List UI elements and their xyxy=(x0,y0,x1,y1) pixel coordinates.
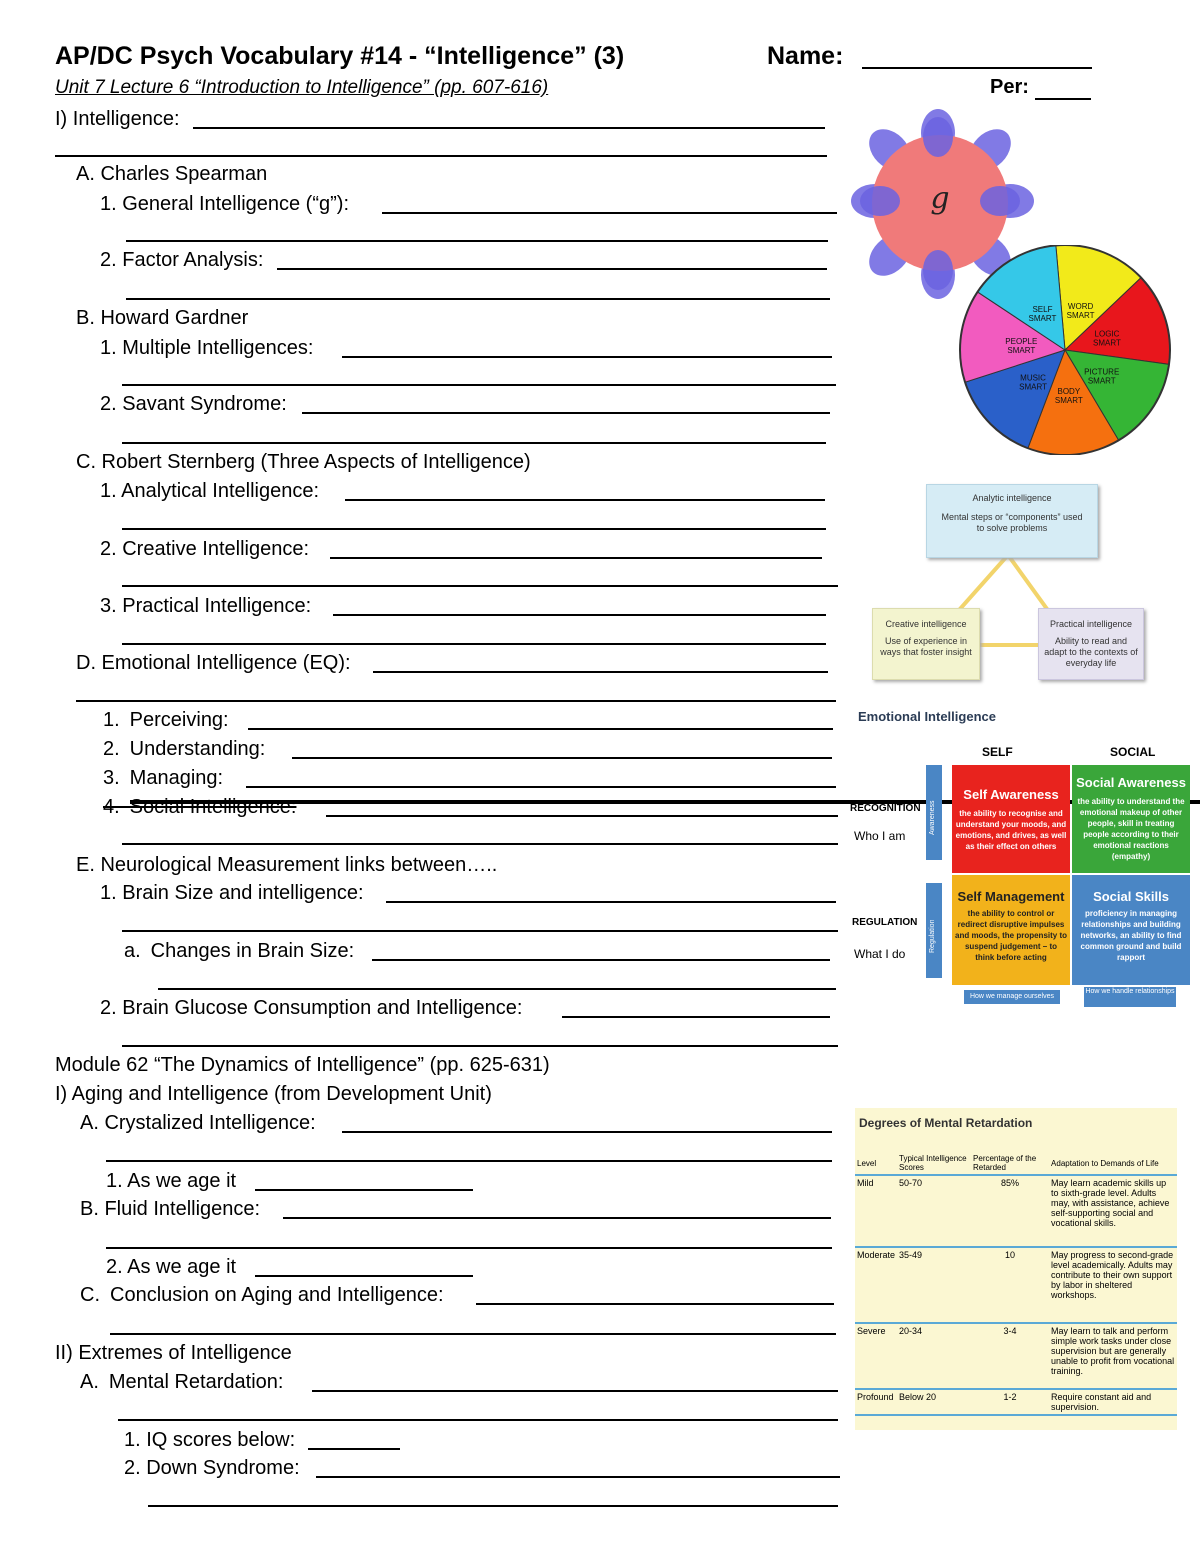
social-skills-cell xyxy=(1072,875,1190,985)
mr-adaptation: Require constant aid and supervision. xyxy=(1051,1392,1152,1412)
unit-subtitle: Unit 7 Lecture 6 “Introduction to Intelligence” (pp. 607-616) xyxy=(55,77,549,98)
period-blank[interactable] xyxy=(1035,98,1091,100)
wheel-slice-label: PICTURE SMART xyxy=(1084,367,1120,386)
creative-label: 2. Creative Intelligence: xyxy=(100,538,310,560)
self-awareness-cell xyxy=(952,765,1070,873)
practical-box xyxy=(1038,608,1144,680)
mr-score: 20-34 xyxy=(899,1326,923,1336)
wheel-slice-label: PEOPLE SMART xyxy=(1005,336,1038,355)
creative-title: Creative intelligence xyxy=(885,619,967,629)
table-row xyxy=(855,1175,1177,1247)
wheel-slice-label: BODY SMART xyxy=(1054,386,1083,405)
self-awareness-desc: the ability to recognise and understand your moods, and emotions, and drives, as well as their effect on others xyxy=(955,809,1067,851)
intelligence-blank[interactable] xyxy=(193,127,825,129)
analytic-title: Analytic intelligence xyxy=(972,493,1052,503)
creative-blank[interactable] xyxy=(330,557,822,559)
perceiving-label: 1. Perceiving: xyxy=(103,709,229,731)
mr-header-scores: Typical Intelligence Scores xyxy=(899,1154,967,1172)
multiple-intelligences-blank-2[interactable] xyxy=(122,384,836,386)
understanding-blank[interactable] xyxy=(292,757,832,759)
wheel-slice-label: LOGIC SMART xyxy=(1093,329,1121,348)
self-awareness-title: Self Awareness xyxy=(963,787,1059,802)
ei-side-awareness xyxy=(926,765,942,860)
mr-level: Severe xyxy=(857,1326,886,1336)
mr-percent: 3-4 xyxy=(1003,1326,1017,1336)
mental-retardation-table xyxy=(855,1108,1177,1430)
practical-blank-2[interactable] xyxy=(122,643,826,645)
fluid-label: B. Fluid Intelligence: xyxy=(80,1198,261,1220)
self-management-title: Self Management xyxy=(957,889,1065,904)
worksheet-title: AP/DC Psych Vocabulary #14 - “Intelligence” (3) xyxy=(55,42,625,70)
managing-blank[interactable] xyxy=(246,786,836,788)
analytical-blank[interactable] xyxy=(345,499,825,501)
g-symbol: g xyxy=(930,181,950,216)
eq-blank-2[interactable] xyxy=(76,700,836,702)
creative-desc: Use of experience in ways that foster insight xyxy=(880,636,972,657)
ei-title: Emotional Intelligence xyxy=(858,709,996,724)
managing-label: 3. Managing: xyxy=(103,767,224,789)
mr-score: 50-70 xyxy=(899,1178,923,1188)
mr-percent: 85% xyxy=(1001,1178,1020,1188)
conclusion-blank[interactable] xyxy=(476,1303,834,1305)
mental-retardation-label: A. Mental Retardation: xyxy=(80,1371,284,1393)
table-row xyxy=(855,1247,1177,1323)
self-management-cell xyxy=(952,875,1070,985)
creative-box xyxy=(872,608,980,680)
fluid-blank-2[interactable] xyxy=(106,1247,832,1249)
table-row xyxy=(855,1389,1177,1415)
social-awareness-cell xyxy=(1072,765,1190,873)
practical-title: Practical intelligence xyxy=(1049,619,1133,629)
name-blank[interactable] xyxy=(862,67,1092,69)
savant-syndrome-label: 2. Savant Syndrome: xyxy=(100,393,287,415)
brain-size-blank-2[interactable] xyxy=(122,930,838,932)
practical-blank[interactable] xyxy=(333,614,826,616)
table-row xyxy=(855,1323,1177,1389)
brain-size-blank[interactable] xyxy=(386,901,836,903)
social-awareness-title: Social Awareness xyxy=(1076,775,1186,790)
savant-syndrome-blank-2[interactable] xyxy=(122,442,826,444)
wheel-slice-label: SELF SMART xyxy=(1028,305,1057,324)
multiple-intelligences-wheel xyxy=(955,245,1175,455)
mr-adaptation: May learn to talk and perform simple work tasks under close supervision but are generally unable to profit from vocational training. xyxy=(1051,1326,1175,1376)
changes-brain-size-label: a. Changes in Brain Size: xyxy=(124,940,355,962)
down-syndrome-blank-2[interactable] xyxy=(148,1505,838,1507)
gardner-heading: B. Howard Gardner xyxy=(76,307,249,329)
factor-analysis-blank-2[interactable] xyxy=(126,298,830,300)
glucose-label: 2. Brain Glucose Consumption and Intelligence: xyxy=(100,997,523,1019)
ei-side-regulation-label: Regulation xyxy=(929,919,936,953)
mr-score: Below 20 xyxy=(899,1392,937,1402)
neuro-heading: E. Neurological Measurement links between….. xyxy=(76,854,498,876)
social-intelligence-blank[interactable] xyxy=(326,815,838,817)
ei-side-regulation xyxy=(926,883,942,978)
conclusion-label: C. Conclusion on Aging and Intelligence: xyxy=(80,1284,444,1306)
ei-regulation: REGULATION xyxy=(852,917,918,928)
factor-analysis-blank[interactable] xyxy=(277,268,827,270)
mr-header-level: Level xyxy=(857,1158,877,1168)
eq-blank[interactable] xyxy=(373,671,828,673)
spearman-heading: A. Charles Spearman xyxy=(76,163,268,185)
iq-scores-blank[interactable] xyxy=(308,1448,400,1450)
mr-table-title: Degrees of Mental Retardation xyxy=(859,1116,1033,1130)
period-label: Per: xyxy=(990,76,1029,98)
crystalized-blank[interactable] xyxy=(342,1131,832,1133)
down-syndrome-label: 2. Down Syndrome: xyxy=(124,1457,300,1479)
ei-what: What I do xyxy=(854,947,906,961)
mr-header-adaptation: Adaptation to Demands of Life xyxy=(1051,1158,1159,1168)
mr-header-percentage: Percentage of the Retarded xyxy=(973,1154,1037,1172)
wheel-slice-label: MUSIC SMART xyxy=(1019,373,1047,392)
name-label: Name: xyxy=(767,42,844,70)
age-it-blank-1[interactable] xyxy=(255,1189,473,1191)
changes-brain-size-blank-2[interactable] xyxy=(158,988,836,990)
general-intelligence-blank[interactable] xyxy=(382,212,837,214)
mental-retardation-blank-2[interactable] xyxy=(118,1419,838,1421)
ei-foot-self xyxy=(964,990,1060,1004)
wheel-slice-label: WORD SMART xyxy=(1066,301,1095,320)
analytic-box xyxy=(926,484,1098,558)
mr-percent: 10 xyxy=(1005,1250,1016,1260)
savant-syndrome-blank[interactable] xyxy=(302,412,830,414)
glucose-blank[interactable] xyxy=(562,1016,830,1018)
analytical-label: 1. Analytical Intelligence: xyxy=(100,480,320,502)
general-intelligence-blank-2[interactable] xyxy=(126,240,828,242)
ei-who: Who I am xyxy=(854,829,906,843)
mr-level: Moderate xyxy=(857,1250,896,1260)
changes-brain-size-blank[interactable] xyxy=(372,959,830,961)
ei-foot-self-label: How we manage ourselves xyxy=(969,993,1055,1000)
ei-recognition: RECOGNITION xyxy=(850,803,921,814)
ei-foot-social-label: How we handle relationships xyxy=(1085,988,1175,995)
emotional-intelligence-figure xyxy=(848,705,1198,1010)
mr-level: Profound xyxy=(857,1392,894,1402)
eq-heading: D. Emotional Intelligence (EQ): xyxy=(76,652,351,674)
social-awareness-desc: the ability to understand the emotional makeup of other people, skill in treating people according to their emotional reactions (empathy) xyxy=(1077,797,1185,861)
extremes-heading: II) Extremes of Intelligence xyxy=(55,1342,292,1364)
social-skills-desc: proficiency in managing relationships and building networks, an ability to find common ground and build rapport xyxy=(1080,909,1182,962)
mr-adaptation: May learn academic skills up to sixth-grade level. Adults may, with assistance, achieve self-supporting social and vocational skills. xyxy=(1051,1178,1170,1228)
intelligence-blank-2[interactable] xyxy=(55,155,827,157)
crystalized-label: A. Crystalized Intelligence: xyxy=(80,1112,316,1134)
multiple-intelligences-label: 1. Multiple Intelligences: xyxy=(100,337,314,359)
sternberg-heading: C. Robert Sternberg (Three Aspects of Intelligence) xyxy=(76,451,531,473)
down-syndrome-blank[interactable] xyxy=(316,1476,840,1478)
glucose-blank-2[interactable] xyxy=(122,1045,838,1047)
mr-level: Mild xyxy=(857,1178,874,1188)
social-intelligence-blank-2[interactable] xyxy=(122,843,838,845)
crystalized-blank-2[interactable] xyxy=(106,1160,832,1162)
age-it-label-2: 2. As we age it xyxy=(106,1256,237,1278)
ei-side-awareness-label: Awareness xyxy=(929,800,936,835)
brain-size-label: 1. Brain Size and intelligence: xyxy=(100,882,364,904)
understanding-label: 2. Understanding: xyxy=(103,738,266,760)
age-it-label-1: 1. As we age it xyxy=(106,1170,237,1192)
social-skills-title: Social Skills xyxy=(1093,889,1169,904)
conclusion-blank-2[interactable] xyxy=(110,1333,836,1335)
ei-foot-social xyxy=(1084,987,1176,1007)
iq-scores-label: 1. IQ scores below: xyxy=(124,1429,296,1451)
multiple-intelligences-blank[interactable] xyxy=(342,356,832,358)
mental-retardation-blank[interactable] xyxy=(312,1390,838,1392)
mr-adaptation: May progress to second-grade level academically. Adults may contribute to their own support by labor in sheltered workshops. xyxy=(1051,1250,1174,1300)
perceiving-blank[interactable] xyxy=(248,728,833,730)
fluid-blank[interactable] xyxy=(283,1217,831,1219)
social-intelligence-label: 4. Social Intelligence: xyxy=(103,796,297,818)
intelligence-heading: I) Intelligence: xyxy=(55,108,180,130)
factor-analysis-label: 2. Factor Analysis: xyxy=(100,249,264,271)
general-intelligence-label: 1. General Intelligence (“g”): xyxy=(100,193,350,215)
mr-score: 35-49 xyxy=(899,1250,923,1260)
mr-percent: 1-2 xyxy=(1003,1392,1017,1402)
aging-heading: I) Aging and Intelligence (from Development Unit) xyxy=(55,1083,492,1105)
ei-col-self: SELF xyxy=(982,745,1013,759)
age-it-blank-2[interactable] xyxy=(255,1275,473,1277)
analytic-desc: Mental steps or “components” used to solve problems xyxy=(941,512,1083,533)
sternberg-diagram xyxy=(868,480,1148,685)
practical-desc: Ability to read and adapt to the contexts of everyday life xyxy=(1044,636,1138,668)
practical-label: 3. Practical Intelligence: xyxy=(100,595,312,617)
module62-heading: Module 62 “The Dynamics of Intelligence” (pp. 625-631) xyxy=(55,1054,550,1076)
analytical-blank-2[interactable] xyxy=(122,528,826,530)
self-management-desc: the ability to control or redirect disruptive impulses and moods, the propensity to suspend judgement – to think before acting xyxy=(955,909,1068,962)
ei-col-social: SOCIAL xyxy=(1110,745,1156,759)
creative-blank-2[interactable] xyxy=(122,585,838,587)
